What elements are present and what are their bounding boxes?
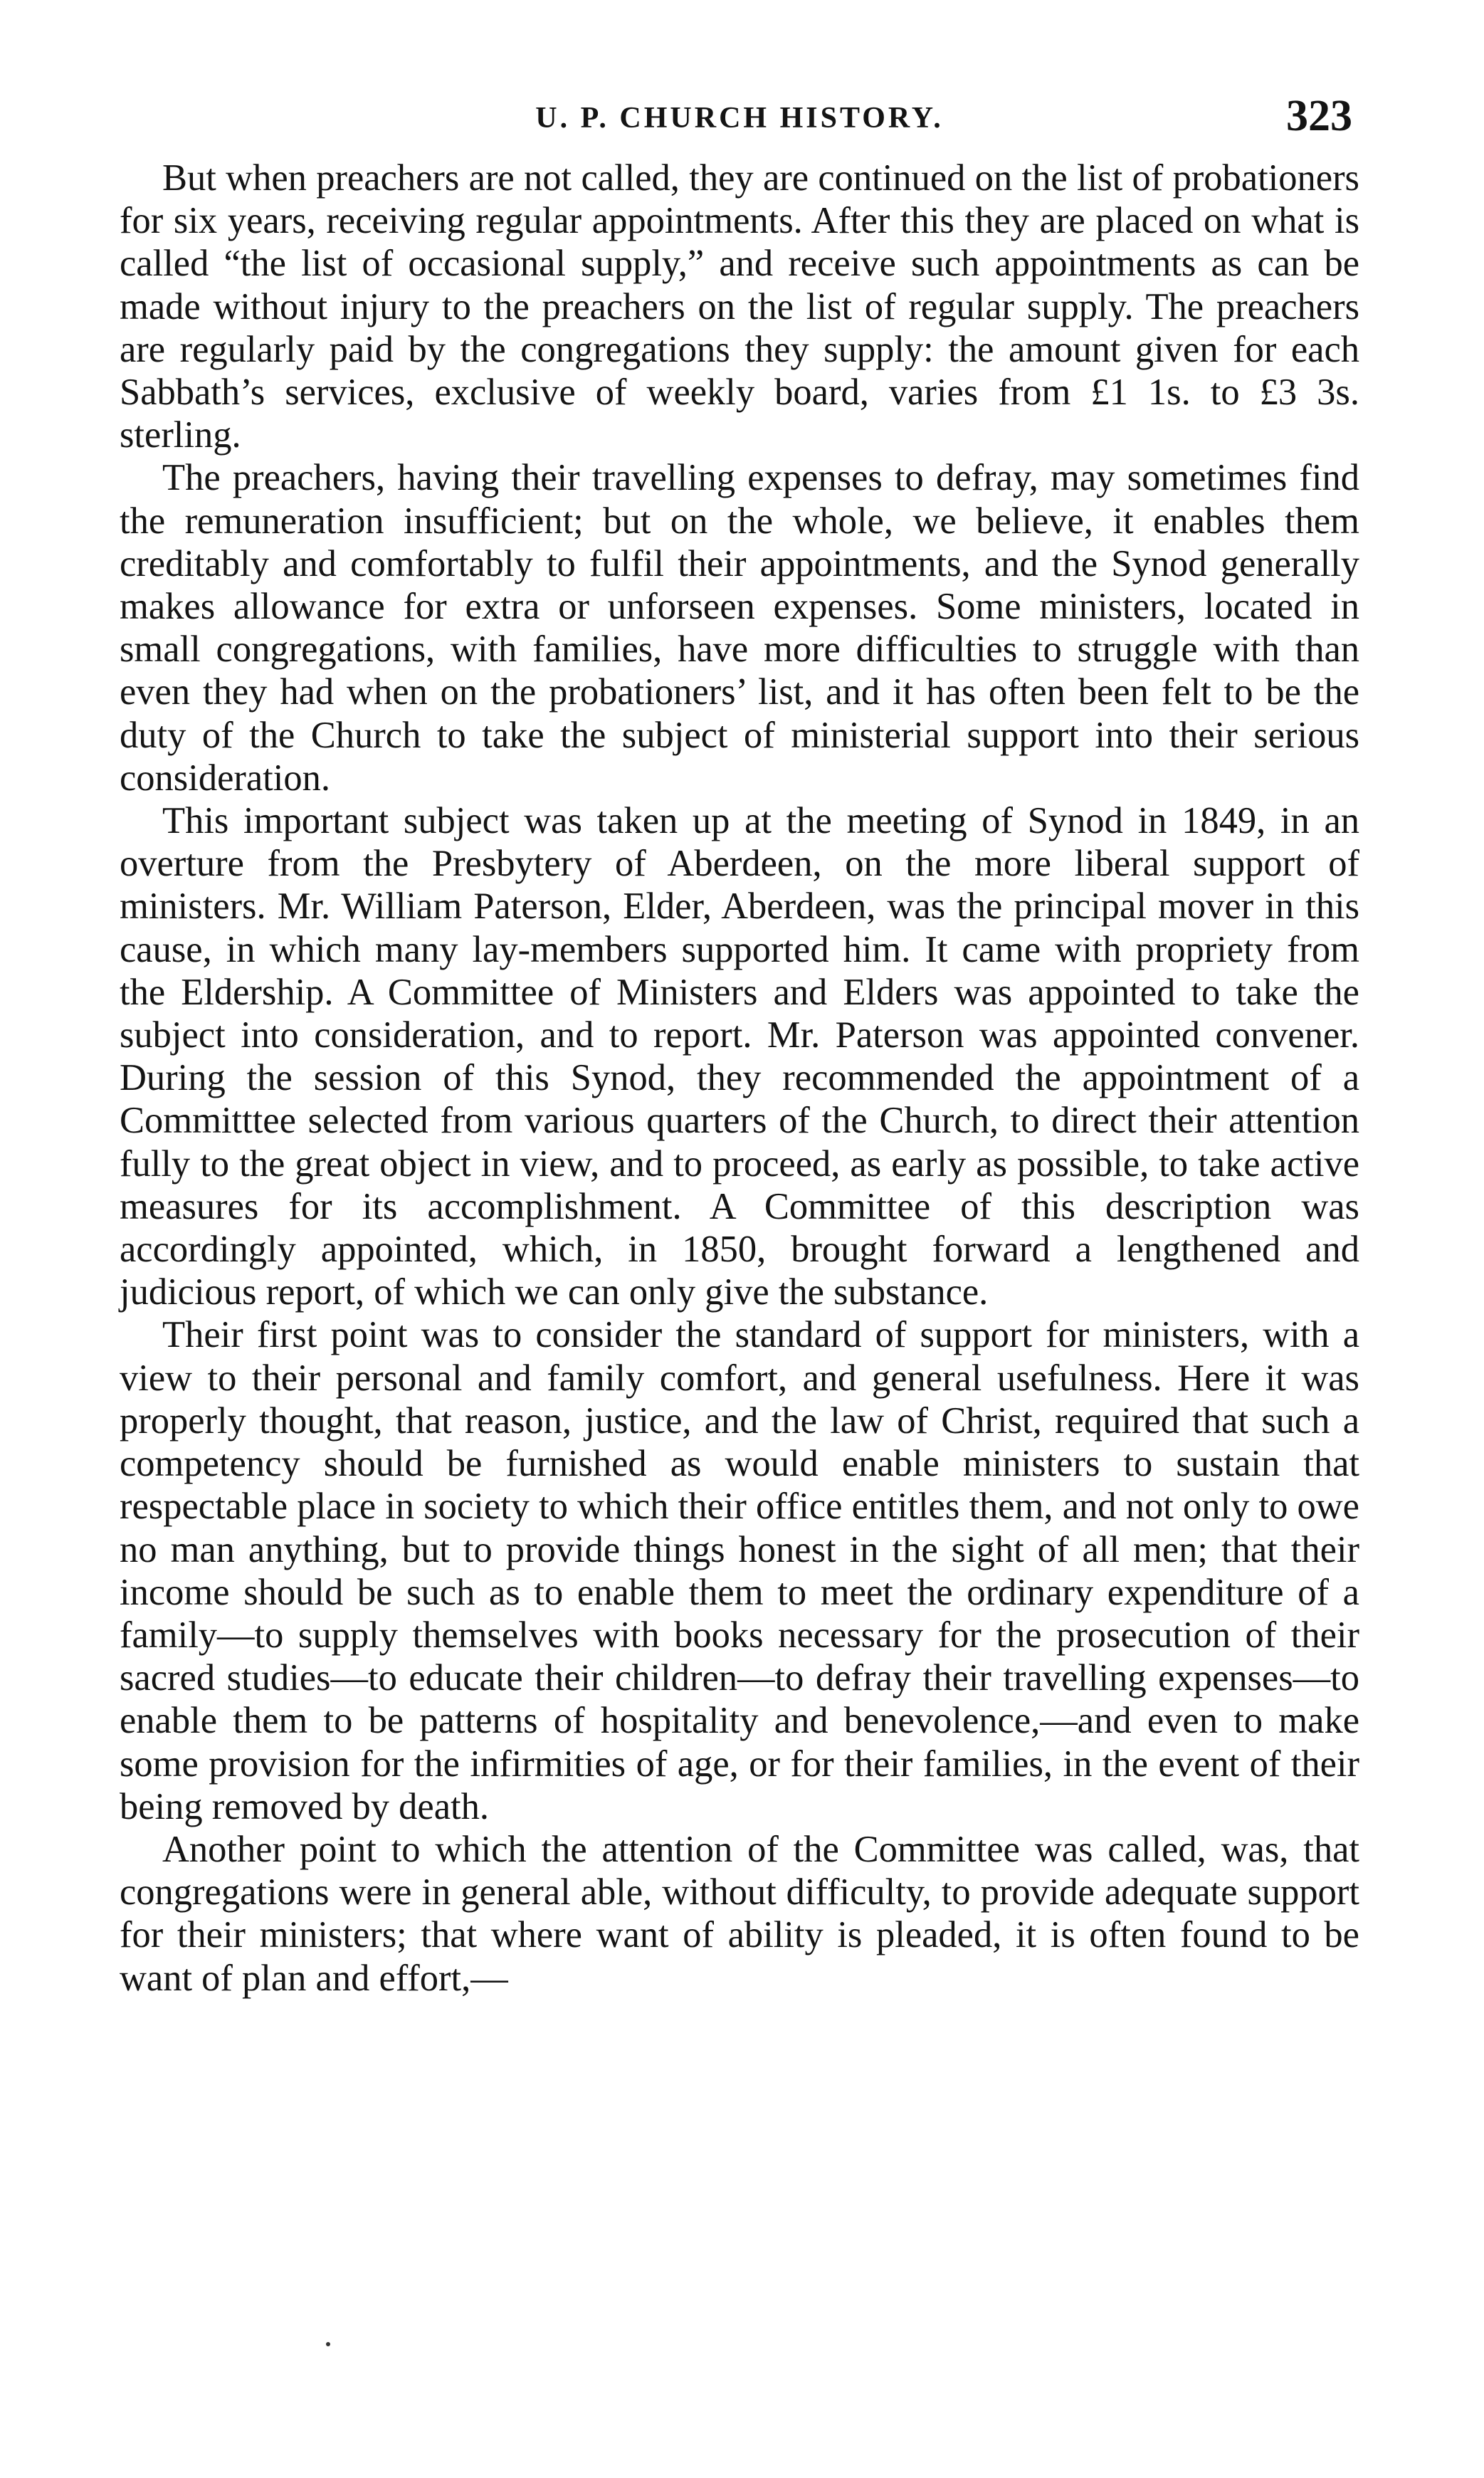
paragraph: This important subject was taken up at the meeting of Synod in 1849, in an overture from the Presbytery of Aberdeen, on the more liberal support of ministers. Mr. William Paterson, Elder, Aberdeen, was the principal mover in this cause, in which many lay-members supported him. It came with propriety from the Eldership. A Committee of Ministers and Elders was appointed to take the subject into consideration, and to report. Mr. Paterson was appointed convener. During the session of this Synod, they recommended the appointment of a Committtee selected from various quarters of the Church, to direct their attention fully to the great object in view, and to proceed, as early as possible, to take active measures for its accomplishment. A Committee of this description was accordingly appointed, which, in 1850, brought forward a lengthened and judicious report, of which we can only give the substance. xyxy=(120,800,1359,1313)
paragraph: The preachers, having their travelling expenses to defray, may sometimes find the remuneration insufficient; but on the whole, we believe, it enables them creditably and comfortably to fulfil their appointments, and the Synod generally makes allowance for extra or unforseen expenses. Some ministers, located in small congregations, with families, have more difficulties to struggle with than even they had when on the probationers’ list, and it has often been felt to be the duty of the Church to take the subject of ministerial support into their serious consideration. xyxy=(120,457,1359,799)
body-text xyxy=(120,157,1359,2000)
running-head xyxy=(120,71,1359,157)
ink-speck xyxy=(326,2342,330,2346)
book-page xyxy=(120,71,1359,2420)
paragraph: But when preachers are not called, they are continued on the list of probationers for six years, receiving regular appointments. After this they are placed on what is called “the list of occasional supply,” and receive such appointments as can be made without injury to the preachers on the list of regular supply. The preachers are regularly paid by the congregations they supply: the amount given for each Sabbath’s services, exclusive of weekly board, varies from £1 1s. to £3 3s. sterling. xyxy=(120,157,1359,456)
page-number: 323 xyxy=(1286,92,1352,140)
paragraph: Another point to which the attention of the Committee was called, was, that congregations were in general able, without difficulty, to provide adequate support for their ministers; that where want of ability is pleaded, it is often found to be want of plan and effort,— xyxy=(120,1828,1359,1999)
running-title: U. P. CHURCH HISTORY. xyxy=(535,102,944,135)
paragraph: Their first point was to consider the standard of support for ministers, with a view to their personal and family comfort, and general usefulness. Here it was properly thought, that reason, justice, and the law of Christ, required that such a competency should be furnished as would enable ministers to sustain that respectable place in society to which their office entitles them, and not only to owe no man anything, but to provide things honest in the sight of all men; that their income should be such as to enable them to meet the ordinary expenditure of a family—to supply themselves with books necessary for the prosecution of their sacred studies—to educate their children—to defray their travelling expenses—to enable them to be patterns of hospitality and benevolence,—and even to make some provision for the infirmities of age, or for their families, in the event of their being removed by death. xyxy=(120,1314,1359,1827)
